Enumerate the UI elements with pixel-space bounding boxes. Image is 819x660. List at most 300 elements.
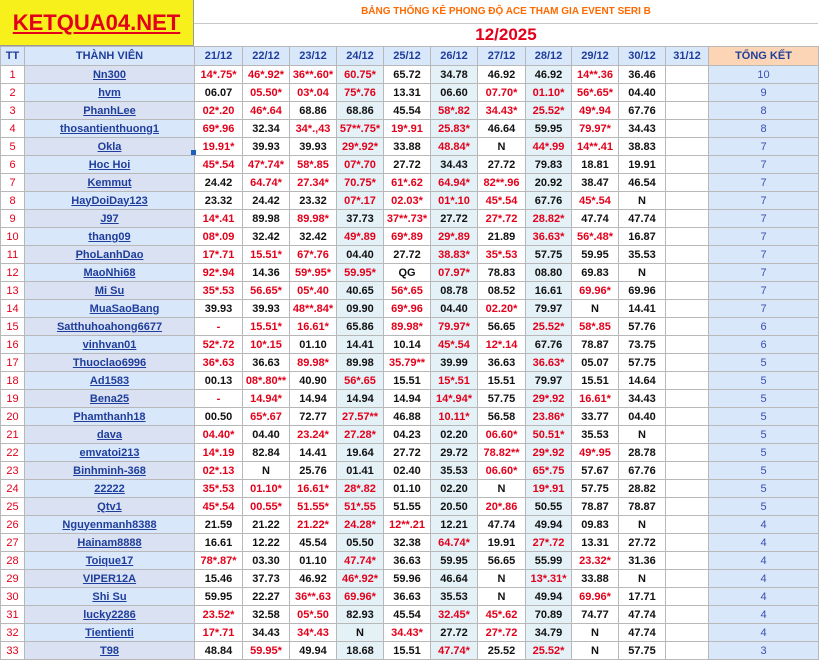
score-cell[interactable]: 47.74 <box>619 624 666 642</box>
score-cell[interactable]: 06.60* <box>478 462 526 480</box>
col-header-date[interactable]: 31/12 <box>666 47 709 66</box>
score-cell[interactable]: 69.96* <box>572 282 619 300</box>
score-cell[interactable]: N <box>478 588 526 606</box>
score-cell[interactable]: 02*.20 <box>195 102 243 120</box>
total-cell[interactable]: 7 <box>709 138 819 156</box>
member-name-link[interactable]: hvm <box>25 84 195 102</box>
table-row[interactable] <box>1 426 819 444</box>
score-cell[interactable]: 47.74 <box>619 210 666 228</box>
score-cell[interactable]: 36.63 <box>243 354 290 372</box>
score-cell[interactable]: 25.52* <box>526 642 572 660</box>
total-cell[interactable]: 5 <box>709 498 819 516</box>
score-cell[interactable]: 89.98* <box>290 210 337 228</box>
score-cell[interactable]: 18.68 <box>337 642 384 660</box>
score-cell[interactable]: 28.82 <box>619 480 666 498</box>
score-cell[interactable]: 34.79 <box>526 624 572 642</box>
total-cell[interactable]: 9 <box>709 84 819 102</box>
score-cell[interactable]: 57.75 <box>619 354 666 372</box>
score-cell[interactable] <box>666 336 709 354</box>
score-cell[interactable]: 06.60* <box>478 426 526 444</box>
score-cell[interactable]: 36**.60* <box>290 66 337 84</box>
total-cell[interactable]: 10 <box>709 66 819 84</box>
score-cell[interactable]: 14**.41 <box>572 138 619 156</box>
score-cell[interactable]: 02.20 <box>431 426 478 444</box>
score-cell[interactable]: 05*.40 <box>290 282 337 300</box>
score-cell[interactable]: 82.84 <box>243 444 290 462</box>
score-cell[interactable]: 14.94 <box>290 390 337 408</box>
score-cell[interactable]: 45*.54 <box>478 192 526 210</box>
table-row[interactable] <box>1 516 819 534</box>
row-number[interactable]: 22 <box>1 444 25 462</box>
score-cell[interactable]: 13.31 <box>572 534 619 552</box>
score-cell[interactable]: 06.60 <box>431 84 478 102</box>
score-cell[interactable]: 06.07 <box>195 84 243 102</box>
score-cell[interactable]: 72.77 <box>290 408 337 426</box>
score-cell[interactable]: 79.83 <box>526 156 572 174</box>
score-cell[interactable]: 27.28* <box>337 426 384 444</box>
table-row[interactable] <box>1 570 819 588</box>
score-cell[interactable]: 12*.14 <box>478 336 526 354</box>
score-cell[interactable]: 35.53 <box>431 588 478 606</box>
score-cell[interactable]: 39.93 <box>290 138 337 156</box>
score-cell[interactable] <box>666 372 709 390</box>
score-cell[interactable]: 36.63 <box>478 354 526 372</box>
score-cell[interactable]: 02.03* <box>384 192 431 210</box>
table-row[interactable] <box>1 552 819 570</box>
col-header-date[interactable]: 24/12 <box>337 47 384 66</box>
member-name-link[interactable]: J97 <box>25 210 195 228</box>
score-cell[interactable]: 19.91 <box>478 534 526 552</box>
score-cell[interactable]: 27*.72 <box>526 534 572 552</box>
score-cell[interactable]: 15.51 <box>572 372 619 390</box>
score-cell[interactable]: 34.78 <box>431 66 478 84</box>
score-cell[interactable]: 29*.92 <box>526 444 572 462</box>
score-cell[interactable]: 29.72 <box>431 444 478 462</box>
score-cell[interactable]: 36**.63 <box>290 588 337 606</box>
score-cell[interactable]: 44*.99 <box>526 138 572 156</box>
score-cell[interactable]: 35.79** <box>384 354 431 372</box>
score-cell[interactable]: 64.94* <box>431 174 478 192</box>
score-cell[interactable] <box>666 444 709 462</box>
total-cell[interactable]: 4 <box>709 588 819 606</box>
score-cell[interactable] <box>666 318 709 336</box>
score-cell[interactable]: 19.91 <box>619 156 666 174</box>
score-cell[interactable]: 40.65 <box>337 282 384 300</box>
member-name-link[interactable]: Thuoclao6996 <box>25 354 195 372</box>
score-cell[interactable]: 69.83 <box>572 264 619 282</box>
score-cell[interactable]: 15.51* <box>243 318 290 336</box>
score-cell[interactable]: 36.63 <box>384 552 431 570</box>
score-cell[interactable]: 56.58 <box>478 408 526 426</box>
score-cell[interactable]: 68.86 <box>290 102 337 120</box>
score-cell[interactable]: 05.07 <box>572 354 619 372</box>
score-cell[interactable]: 01.10* <box>243 480 290 498</box>
col-header-date[interactable]: 27/12 <box>478 47 526 66</box>
member-name-link[interactable]: Nn300 <box>25 66 195 84</box>
member-name-link[interactable]: 22222 <box>25 480 195 498</box>
col-header-date[interactable]: 21/12 <box>195 47 243 66</box>
score-cell[interactable]: 27.72 <box>384 156 431 174</box>
score-cell[interactable]: 79.97* <box>431 318 478 336</box>
score-cell[interactable] <box>666 498 709 516</box>
row-number[interactable]: 30 <box>1 588 25 606</box>
row-number[interactable]: 29 <box>1 570 25 588</box>
row-number[interactable]: 19 <box>1 390 25 408</box>
score-cell[interactable]: 48**.84* <box>290 300 337 318</box>
score-cell[interactable]: 27.72 <box>431 210 478 228</box>
score-cell[interactable]: 51.55* <box>290 498 337 516</box>
row-number[interactable]: 11 <box>1 246 25 264</box>
score-cell[interactable] <box>666 354 709 372</box>
score-cell[interactable]: 02.20* <box>478 300 526 318</box>
score-cell[interactable]: 67*.76 <box>290 246 337 264</box>
score-cell[interactable] <box>666 192 709 210</box>
score-cell[interactable]: 78*.87* <box>195 552 243 570</box>
score-cell[interactable]: N <box>478 480 526 498</box>
row-number[interactable]: 6 <box>1 156 25 174</box>
score-cell[interactable]: 20.92 <box>526 174 572 192</box>
total-cell[interactable]: 6 <box>709 318 819 336</box>
score-cell[interactable]: 46*.64 <box>243 102 290 120</box>
score-cell[interactable]: 45.54 <box>384 102 431 120</box>
score-cell[interactable]: 23.32 <box>195 192 243 210</box>
score-cell[interactable]: 79.97* <box>572 120 619 138</box>
row-number[interactable]: 24 <box>1 480 25 498</box>
table-row[interactable] <box>1 318 819 336</box>
score-cell[interactable]: 35.53 <box>572 426 619 444</box>
score-cell[interactable]: 59.95* <box>337 264 384 282</box>
score-cell[interactable]: 74.77 <box>572 606 619 624</box>
score-cell[interactable]: 82.93 <box>337 606 384 624</box>
score-cell[interactable]: 59.95 <box>431 552 478 570</box>
score-cell[interactable]: 89.98 <box>243 210 290 228</box>
score-cell[interactable]: N <box>478 570 526 588</box>
table-row[interactable] <box>1 534 819 552</box>
score-cell[interactable]: 47.74 <box>619 606 666 624</box>
row-number[interactable]: 25 <box>1 498 25 516</box>
row-number[interactable]: 16 <box>1 336 25 354</box>
score-cell[interactable]: 19*.91 <box>384 120 431 138</box>
col-header-date[interactable]: 25/12 <box>384 47 431 66</box>
score-cell[interactable]: 27.57** <box>337 408 384 426</box>
score-cell[interactable]: 50.55 <box>526 498 572 516</box>
total-cell[interactable]: 7 <box>709 246 819 264</box>
score-cell[interactable]: 35.53 <box>431 462 478 480</box>
score-cell[interactable]: 16.61 <box>195 534 243 552</box>
total-cell[interactable]: 7 <box>709 282 819 300</box>
site-logo[interactable] <box>0 0 194 46</box>
score-cell[interactable]: 34.43 <box>243 624 290 642</box>
score-cell[interactable]: 07*.70 <box>337 156 384 174</box>
score-cell[interactable]: 46*.92* <box>337 570 384 588</box>
col-header-date[interactable]: 22/12 <box>243 47 290 66</box>
score-cell[interactable]: 34.43* <box>384 624 431 642</box>
row-number[interactable]: 14 <box>1 300 25 318</box>
score-cell[interactable]: - <box>195 318 243 336</box>
total-cell[interactable]: 7 <box>709 174 819 192</box>
score-cell[interactable]: 29*.89 <box>431 228 478 246</box>
table-row[interactable] <box>1 192 819 210</box>
table-row[interactable] <box>1 606 819 624</box>
score-cell[interactable]: 78.83 <box>478 264 526 282</box>
score-cell[interactable]: 32.38 <box>384 534 431 552</box>
score-cell[interactable]: 12.21 <box>431 516 478 534</box>
score-cell[interactable]: 59.95 <box>526 120 572 138</box>
score-cell[interactable] <box>666 426 709 444</box>
row-number[interactable]: 7 <box>1 174 25 192</box>
table-row[interactable] <box>1 156 819 174</box>
score-cell[interactable]: 61*.62 <box>384 174 431 192</box>
score-cell[interactable]: 37**.73* <box>384 210 431 228</box>
score-cell[interactable]: N <box>619 264 666 282</box>
score-cell[interactable]: 46*.92* <box>243 66 290 84</box>
score-cell[interactable]: 07*.17 <box>337 192 384 210</box>
score-cell[interactable]: 12.22 <box>243 534 290 552</box>
score-cell[interactable]: N <box>572 642 619 660</box>
member-name-link[interactable]: Qtv1 <box>25 498 195 516</box>
score-cell[interactable]: 14.36 <box>243 264 290 282</box>
score-cell[interactable] <box>666 624 709 642</box>
score-cell[interactable]: 17.71 <box>619 588 666 606</box>
score-cell[interactable]: 27.72 <box>478 156 526 174</box>
score-cell[interactable]: 07.97* <box>431 264 478 282</box>
table-row[interactable] <box>1 174 819 192</box>
member-name-link[interactable]: Hainam8888 <box>25 534 195 552</box>
member-name-link[interactable]: Ad1583 <box>25 372 195 390</box>
score-cell[interactable]: 00.55* <box>243 498 290 516</box>
score-cell[interactable]: 57.76 <box>619 318 666 336</box>
score-cell[interactable]: 27.72 <box>431 624 478 642</box>
row-number[interactable]: 15 <box>1 318 25 336</box>
score-cell[interactable]: 09.83 <box>572 516 619 534</box>
score-cell[interactable]: 64.74* <box>243 174 290 192</box>
score-cell[interactable]: 67.76 <box>619 462 666 480</box>
score-cell[interactable]: 52*.72 <box>195 336 243 354</box>
score-cell[interactable] <box>666 534 709 552</box>
score-cell[interactable]: 45*.62 <box>478 606 526 624</box>
score-cell[interactable]: 69.96* <box>572 588 619 606</box>
score-cell[interactable]: 34.43 <box>619 390 666 408</box>
row-number[interactable]: 13 <box>1 282 25 300</box>
score-cell[interactable]: 39.93 <box>243 300 290 318</box>
score-cell[interactable] <box>666 462 709 480</box>
score-cell[interactable]: 00.13 <box>195 372 243 390</box>
table-row[interactable] <box>1 462 819 480</box>
score-cell[interactable] <box>666 120 709 138</box>
member-name-link[interactable]: dava <box>25 426 195 444</box>
score-cell[interactable]: 58*.82 <box>431 102 478 120</box>
score-cell[interactable]: 56.65 <box>478 318 526 336</box>
total-cell[interactable]: 5 <box>709 480 819 498</box>
score-cell[interactable]: 23.32 <box>290 192 337 210</box>
table-row[interactable] <box>1 498 819 516</box>
score-cell[interactable]: 56*.65 <box>384 282 431 300</box>
score-cell[interactable]: 45*.54 <box>572 192 619 210</box>
table-row[interactable] <box>1 354 819 372</box>
total-cell[interactable]: 6 <box>709 336 819 354</box>
table-row[interactable] <box>1 84 819 102</box>
score-cell[interactable]: 23.52* <box>195 606 243 624</box>
score-cell[interactable]: 47.74* <box>431 642 478 660</box>
row-number[interactable]: 32 <box>1 624 25 642</box>
score-cell[interactable]: 17*.71 <box>195 624 243 642</box>
score-cell[interactable]: 01.10 <box>290 336 337 354</box>
score-cell[interactable]: 78.87 <box>572 498 619 516</box>
member-name-link[interactable]: PhanhLee <box>25 102 195 120</box>
score-cell[interactable] <box>666 246 709 264</box>
table-row[interactable] <box>1 444 819 462</box>
score-cell[interactable]: 08.78 <box>431 282 478 300</box>
score-cell[interactable]: 05.50 <box>337 534 384 552</box>
table-row[interactable] <box>1 282 819 300</box>
score-cell[interactable] <box>666 552 709 570</box>
score-cell[interactable]: 20*.86 <box>478 498 526 516</box>
row-number[interactable]: 23 <box>1 462 25 480</box>
score-cell[interactable]: 16.87 <box>619 228 666 246</box>
score-cell[interactable]: 13*.31* <box>526 570 572 588</box>
score-cell[interactable]: 15.51 <box>478 372 526 390</box>
score-cell[interactable]: 78.87 <box>619 498 666 516</box>
total-cell[interactable]: 5 <box>709 408 819 426</box>
row-number[interactable]: 12 <box>1 264 25 282</box>
score-cell[interactable]: 55.99 <box>526 552 572 570</box>
score-cell[interactable]: 28*.82 <box>337 480 384 498</box>
score-cell[interactable]: 01.10 <box>384 480 431 498</box>
score-cell[interactable]: 70.89 <box>526 606 572 624</box>
score-cell[interactable]: 14*.75* <box>195 66 243 84</box>
score-cell[interactable] <box>666 282 709 300</box>
score-cell[interactable]: 19.91* <box>195 138 243 156</box>
total-cell[interactable]: 8 <box>709 102 819 120</box>
score-cell[interactable]: N <box>619 426 666 444</box>
member-name-link[interactable]: PhoLanhDao <box>25 246 195 264</box>
total-cell[interactable]: 4 <box>709 570 819 588</box>
member-name-link[interactable]: MaoNhi68 <box>25 264 195 282</box>
score-cell[interactable]: 34.43 <box>431 156 478 174</box>
score-cell[interactable]: 65*.75 <box>526 462 572 480</box>
score-cell[interactable]: 07.70* <box>478 84 526 102</box>
score-cell[interactable]: 34.43* <box>478 102 526 120</box>
selection-handle[interactable] <box>191 150 196 155</box>
score-cell[interactable]: 08*.09 <box>195 228 243 246</box>
col-header-date[interactable]: 29/12 <box>572 47 619 66</box>
row-number[interactable]: 3 <box>1 102 25 120</box>
score-cell[interactable]: 57.75 <box>572 480 619 498</box>
score-cell[interactable]: 47.74 <box>572 210 619 228</box>
score-cell[interactable]: 35*.53 <box>478 246 526 264</box>
member-name-link[interactable]: lucky2286 <box>25 606 195 624</box>
score-cell[interactable] <box>666 480 709 498</box>
score-cell[interactable]: 69*.96 <box>384 300 431 318</box>
score-cell[interactable]: 25.52 <box>478 642 526 660</box>
score-cell[interactable]: 39.93 <box>195 300 243 318</box>
score-cell[interactable]: 45.54 <box>290 534 337 552</box>
row-number[interactable]: 8 <box>1 192 25 210</box>
score-cell[interactable]: 25.76 <box>290 462 337 480</box>
score-cell[interactable]: 49.94 <box>526 516 572 534</box>
score-cell[interactable]: 65*.67 <box>243 408 290 426</box>
score-cell[interactable]: 48.84 <box>195 642 243 660</box>
score-cell[interactable]: 49*.94 <box>572 102 619 120</box>
score-cell[interactable]: 02*.13 <box>195 462 243 480</box>
score-cell[interactable]: 49.94 <box>526 588 572 606</box>
score-cell[interactable]: 21.89 <box>478 228 526 246</box>
score-cell[interactable] <box>666 210 709 228</box>
score-cell[interactable]: 18.81 <box>572 156 619 174</box>
score-cell[interactable]: 46.92 <box>290 570 337 588</box>
score-cell[interactable]: 23.32* <box>572 552 619 570</box>
total-cell[interactable]: 5 <box>709 462 819 480</box>
score-cell[interactable]: 29*.92* <box>337 138 384 156</box>
score-cell[interactable]: 47.74* <box>337 552 384 570</box>
row-number[interactable]: 18 <box>1 372 25 390</box>
score-cell[interactable]: 56*.65 <box>337 372 384 390</box>
score-cell[interactable]: 04.23 <box>384 426 431 444</box>
score-cell[interactable] <box>666 570 709 588</box>
score-cell[interactable]: 21.59 <box>195 516 243 534</box>
table-row[interactable] <box>1 66 819 84</box>
score-cell[interactable]: 46.92 <box>526 66 572 84</box>
score-cell[interactable] <box>666 642 709 660</box>
score-cell[interactable]: 89.98* <box>384 318 431 336</box>
score-cell[interactable]: 45*.54 <box>431 336 478 354</box>
score-cell[interactable]: 32.42 <box>290 228 337 246</box>
member-name-link[interactable]: Toique17 <box>25 552 195 570</box>
score-cell[interactable]: 16.61 <box>526 282 572 300</box>
score-cell[interactable] <box>666 156 709 174</box>
table-row[interactable] <box>1 624 819 642</box>
score-cell[interactable]: 23.86* <box>526 408 572 426</box>
score-cell[interactable]: 59.95* <box>243 642 290 660</box>
score-cell[interactable]: 00.50 <box>195 408 243 426</box>
score-cell[interactable]: N <box>243 462 290 480</box>
score-cell[interactable]: 73.75 <box>619 336 666 354</box>
member-name-link[interactable]: T98 <box>25 642 195 660</box>
score-cell[interactable] <box>666 588 709 606</box>
score-cell[interactable]: 14.41 <box>290 444 337 462</box>
score-cell[interactable]: 46.88 <box>384 408 431 426</box>
score-cell[interactable]: 15.51 <box>384 372 431 390</box>
score-cell[interactable]: 24.28* <box>337 516 384 534</box>
score-cell[interactable]: 14*.19 <box>195 444 243 462</box>
col-header-member[interactable]: THÀNH VIÊN <box>25 47 195 66</box>
score-cell[interactable]: 59.95 <box>572 246 619 264</box>
row-number[interactable]: 2 <box>1 84 25 102</box>
score-cell[interactable]: N <box>619 570 666 588</box>
total-cell[interactable]: 7 <box>709 192 819 210</box>
score-cell[interactable]: 36*.63 <box>195 354 243 372</box>
score-cell[interactable] <box>666 300 709 318</box>
score-cell[interactable]: 56*.48* <box>572 228 619 246</box>
score-cell[interactable]: 40.90 <box>290 372 337 390</box>
score-cell[interactable]: 46.64 <box>431 570 478 588</box>
score-cell[interactable]: 56.65* <box>243 282 290 300</box>
score-cell[interactable]: 49.94 <box>290 642 337 660</box>
table-row[interactable] <box>1 246 819 264</box>
score-cell[interactable]: 46.92 <box>478 66 526 84</box>
col-header-date[interactable]: 26/12 <box>431 47 478 66</box>
score-cell[interactable]: 27.72 <box>384 444 431 462</box>
total-cell[interactable]: 7 <box>709 300 819 318</box>
score-cell[interactable]: 79.97 <box>526 300 572 318</box>
score-cell[interactable]: 25.83* <box>431 120 478 138</box>
score-cell[interactable] <box>666 516 709 534</box>
score-cell[interactable]: 15.51* <box>243 246 290 264</box>
score-cell[interactable]: 27.72 <box>619 534 666 552</box>
member-name-link[interactable]: VIPER12A <box>25 570 195 588</box>
row-number[interactable]: 9 <box>1 210 25 228</box>
score-cell[interactable]: N <box>478 138 526 156</box>
